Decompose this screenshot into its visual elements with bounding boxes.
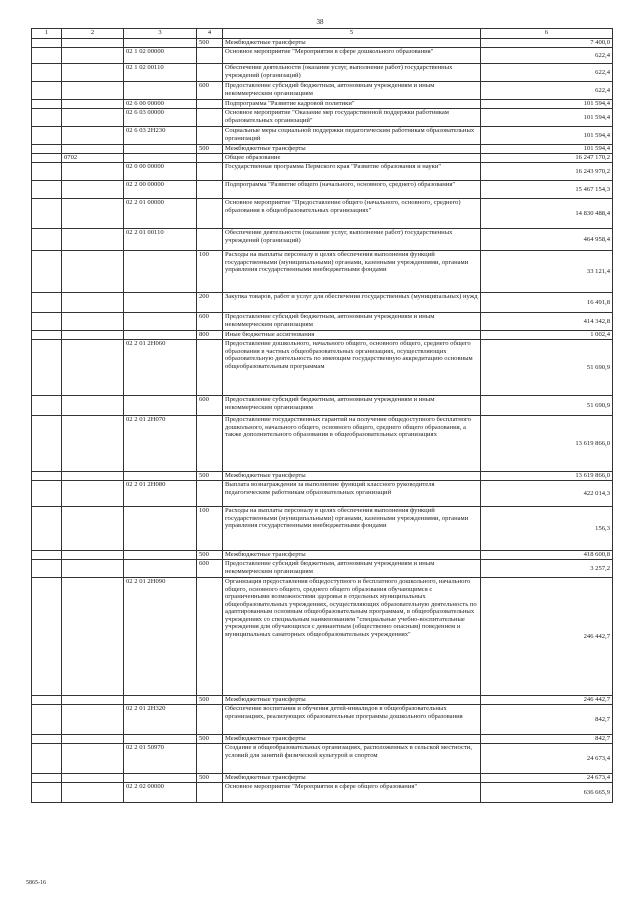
department-code [62,199,124,229]
department-code [62,64,124,82]
table-row [32,154,613,163]
amount-value: 414 342,8 [481,313,613,331]
table-row [32,251,613,293]
item-name: Создание в общеобразовательных организациях, расположенных в сельской местности, условий для занятий физической культурой и спортом [223,744,481,774]
target-article-code [124,154,197,163]
amount-value: 101 594,4 [481,100,613,109]
target-article-code [124,145,197,154]
amount-value: 842,7 [481,735,613,744]
target-article-code: 02 2 01 2Н060 [124,340,197,396]
department-code [62,251,124,293]
table-row [32,127,613,145]
item-name: Обеспечение воспитания и обучения детей-инвалидов в общеобразовательных организациях, реализующих образовательные программы дошкольного образования [223,705,481,735]
table-row [32,783,613,803]
target-article-code [124,735,197,744]
target-article-code [124,82,197,100]
expense-type-code [197,578,223,696]
expense-type-code [197,744,223,774]
item-name: Расходы на выплаты персоналу в целях обеспечения выполнения функций государственными (муниципальными) органами, казенными учреждениями, органами управления государственными внебюджетными фондами [223,507,481,551]
expense-type-code [197,199,223,229]
department-code [62,705,124,735]
item-name: Обеспечение деятельности (оказание услуг, выполнение работ) государственных учреждений (организаций) [223,64,481,82]
amount-value: 51 690,9 [481,340,613,396]
table-row [32,64,613,82]
item-name: Иные бюджетные ассигнования [223,331,481,340]
page-number: 38 [316,18,324,26]
row-col-1 [32,64,62,82]
row-col-1 [32,551,62,560]
expense-type-code: 500 [197,39,223,48]
expense-type-code [197,416,223,472]
target-article-code [124,507,197,551]
expense-type-code: 100 [197,507,223,551]
expense-type-code [197,154,223,163]
expense-type-code: 500 [197,774,223,783]
row-col-1 [32,127,62,145]
target-article-code: 02 6 03 00000 [124,109,197,127]
item-name: Социальные меры социальной поддержки педагогическим работникам образовательных организаций [223,127,481,145]
department-code [62,109,124,127]
item-name: Предоставление субсидий бюджетным, автономным учреждениям и иным некоммерческим организациям [223,313,481,331]
table-row [32,331,613,340]
item-name: Межбюджетные трансферты [223,774,481,783]
department-code [62,472,124,481]
item-name: Общее образование [223,154,481,163]
row-col-1 [32,39,62,48]
department-code [62,100,124,109]
row-col-1 [32,696,62,705]
row-col-1 [32,340,62,396]
row-col-1 [32,578,62,696]
expense-type-code [197,109,223,127]
table-row [32,145,613,154]
row-col-1 [32,705,62,735]
row-col-1 [32,100,62,109]
amount-value: 15 467 154,3 [481,181,613,199]
amount-value: 422 014,3 [481,481,613,507]
expense-type-code [197,163,223,181]
row-col-1 [32,145,62,154]
amount-value: 156,3 [481,507,613,551]
department-code [62,551,124,560]
department-code [62,127,124,145]
amount-value: 1 002,4 [481,331,613,340]
expense-type-code: 500 [197,696,223,705]
table-row [32,774,613,783]
amount-value: 622,4 [481,82,613,100]
row-col-1 [32,163,62,181]
item-name: Предоставление субсидий бюджетным, автономным учреждениям и иным некоммерческим организациям [223,396,481,416]
amount-value: 24 673,4 [481,774,613,783]
department-code [62,340,124,396]
target-article-code: 02 6 00 00000 [124,100,197,109]
row-col-1 [32,507,62,551]
expense-type-code: 600 [197,313,223,331]
target-article-code: 02 2 01 2Н070 [124,416,197,472]
row-col-1 [32,481,62,507]
row-col-1 [32,82,62,100]
expense-type-code: 800 [197,331,223,340]
amount-value: 101 594,4 [481,109,613,127]
target-article-code: 02 2 01 2Н080 [124,481,197,507]
expense-type-code: 500 [197,472,223,481]
department-code [62,783,124,803]
amount-value: 14 830 488,4 [481,199,613,229]
amount-value: 622,4 [481,48,613,64]
target-article-code: 02 0 00 00000 [124,163,197,181]
column-header: 4 [197,29,223,39]
amount-value: 636 665,9 [481,783,613,803]
item-name: Межбюджетные трансферты [223,472,481,481]
table-row [32,560,613,578]
department-code [62,735,124,744]
row-col-1 [32,293,62,313]
department-code [62,181,124,199]
row-col-1 [32,109,62,127]
department-code [62,313,124,331]
table-row [32,181,613,199]
expense-type-code [197,64,223,82]
amount-value: 51 690,9 [481,396,613,416]
item-name: Межбюджетные трансферты [223,696,481,705]
row-col-1 [32,251,62,293]
item-name: Основное мероприятие "Мероприятия в сфере дошкольного образования" [223,48,481,64]
department-code [62,229,124,251]
table-row [32,744,613,774]
expense-type-code [197,705,223,735]
expense-type-code [197,100,223,109]
table-row [32,39,613,48]
item-name: Основное мероприятие "Оказание мер государственной поддержки работникам образовательных организаций" [223,109,481,127]
department-code [62,293,124,313]
target-article-code: 02 2 01 00110 [124,229,197,251]
item-name: Подпрограмма "Развитие кадровой политики" [223,100,481,109]
expense-type-code [197,127,223,145]
table-row [32,48,613,64]
row-col-1 [32,396,62,416]
column-header: 2 [62,29,124,39]
table-row [32,229,613,251]
target-article-code [124,774,197,783]
row-col-1 [32,774,62,783]
row-col-1 [32,229,62,251]
row-col-1 [32,560,62,578]
table-row [32,163,613,181]
target-article-code: 02 2 02 00000 [124,783,197,803]
item-name: Предоставление государственных гарантий на получение общедоступного бесплатного дошкольного, начального общего, основного общего, среднего общего образования, а также дополнительного образования в общеобразовательных организациях [223,416,481,472]
target-article-code: 02 2 01 2Н090 [124,578,197,696]
budget-table [31,28,613,803]
row-col-1 [32,181,62,199]
expense-type-code [197,783,223,803]
amount-value: 842,7 [481,705,613,735]
table-row [32,100,613,109]
amount-value: 3 257,2 [481,560,613,578]
department-code [62,696,124,705]
expense-type-code: 500 [197,735,223,744]
amount-value: 24 673,4 [481,744,613,774]
department-code [62,163,124,181]
target-article-code: 02 2 01 50970 [124,744,197,774]
department-code [62,481,124,507]
target-article-code: 02 1 02 00110 [124,64,197,82]
item-name: Межбюджетные трансферты [223,145,481,154]
item-name: Организация предоставления общедоступного и бесплатного дошкольного, начального общего, основного общего, среднего общего образования обучающимся с ограниченными возможностями здоровья в отдельных муниципальных общеобразовательных учреждениях, осуществляющих образовательную деятельность по адаптированным основным общеобразовательным программам, в общеобразовательных учреждениях со специальным наименованием "специальные учебно-воспитательные учреждения для обучающихся с девиантным (общественно опасным) поведением и муниципальных санаторных общеобразовательных учреждениях" [223,578,481,696]
amount-value: 101 594,4 [481,127,613,145]
amount-value: 13 619 866,0 [481,416,613,472]
amount-value: 418 600,8 [481,551,613,560]
amount-value: 33 121,4 [481,251,613,293]
target-article-code [124,251,197,293]
table-body [32,39,613,803]
department-code [62,744,124,774]
column-header: 5 [223,29,481,39]
table-row [32,199,613,229]
expense-type-code [197,229,223,251]
item-name: Основное мероприятие "Мероприятия в сфере общего образования" [223,783,481,803]
table-row [32,705,613,735]
amount-value: 101 594,4 [481,145,613,154]
table-row [32,416,613,472]
table-row [32,735,613,744]
column-header: 1 [32,29,62,39]
expense-type-code: 600 [197,82,223,100]
table-row [32,507,613,551]
item-name: Межбюджетные трансферты [223,735,481,744]
amount-value: 246 442,7 [481,578,613,696]
item-name: Основное мероприятие "Предоставление общего (начального, основного, среднего) образования в общеобразовательных организациях" [223,199,481,229]
amount-value: 246 442,7 [481,696,613,705]
department-code [62,145,124,154]
expense-type-code [197,181,223,199]
department-code: 0702 [62,154,124,163]
department-code [62,48,124,64]
footer-code: 5865-16 [26,880,46,886]
item-name: Обеспечение деятельности (оказание услуг, выполнение работ) государственных учреждений (организаций) [223,229,481,251]
item-name: Предоставление субсидий бюджетным, автономным учреждениям и иным некоммерческим организациям [223,560,481,578]
table-row [32,313,613,331]
item-name: Межбюджетные трансферты [223,39,481,48]
table-row [32,82,613,100]
amount-value: 464 958,4 [481,229,613,251]
target-article-code: 02 2 01 00000 [124,199,197,229]
item-name: Выплата вознаграждения за выполнение функций классного руководителя педагогическим работникам образовательных организаций [223,481,481,507]
amount-value: 7 400,0 [481,39,613,48]
amount-value: 16 491,8 [481,293,613,313]
column-header: 3 [124,29,197,39]
department-code [62,331,124,340]
row-col-1 [32,416,62,472]
item-name: Подпрограмма "Развитие общего (начального, основного, среднего) образования" [223,181,481,199]
row-col-1 [32,472,62,481]
department-code [62,396,124,416]
target-article-code: 02 1 02 00000 [124,48,197,64]
table-row [32,551,613,560]
amount-value: 622,4 [481,64,613,82]
row-col-1 [32,783,62,803]
row-col-1 [32,313,62,331]
target-article-code [124,331,197,340]
target-article-code [124,696,197,705]
target-article-code: 02 6 03 2Н230 [124,127,197,145]
row-col-1 [32,331,62,340]
expense-type-code: 200 [197,293,223,313]
table-row [32,340,613,396]
table-row [32,472,613,481]
department-code [62,578,124,696]
item-name: Закупка товаров, работ и услуг для обеспечения государственных (муниципальных) нужд [223,293,481,313]
row-col-1 [32,199,62,229]
expense-type-code [197,481,223,507]
table-row [32,578,613,696]
row-col-1 [32,735,62,744]
department-code [62,507,124,551]
department-code [62,39,124,48]
table-row [32,109,613,127]
row-col-1 [32,48,62,64]
item-name: Предоставление субсидий бюджетным, автономным учреждениям и иным некоммерческим организациям [223,82,481,100]
target-article-code: 02 2 01 2Н320 [124,705,197,735]
department-code [62,774,124,783]
item-name: Предоставление дошкольного, начального общего, основного общего, среднего общего образования в частных общеобразовательных организациях, осуществляющих образовательную деятельность по имеющим государственную аккредитацию основным общеобразовательным программам [223,340,481,396]
table-row [32,481,613,507]
target-article-code [124,313,197,331]
column-header: 6 [481,29,613,39]
target-article-code [124,560,197,578]
amount-value: 16 247 170,2 [481,154,613,163]
target-article-code [124,293,197,313]
row-col-1 [32,154,62,163]
item-name: Государственная программа Пермского края "Развитие образования и науки" [223,163,481,181]
item-name: Межбюджетные трансферты [223,551,481,560]
expense-type-code: 500 [197,145,223,154]
target-article-code [124,472,197,481]
expense-type-code [197,340,223,396]
item-name: Расходы на выплаты персоналу в целях обеспечения выполнения функций государственными (муниципальными) органами, казенными учреждениями, органами управления государственными внебюджетными фондами [223,251,481,293]
department-code [62,416,124,472]
expense-type-code: 500 [197,551,223,560]
row-col-1 [32,744,62,774]
department-code [62,560,124,578]
table-row [32,293,613,313]
target-article-code [124,551,197,560]
department-code [62,82,124,100]
target-article-code [124,39,197,48]
table-row [32,396,613,416]
expense-type-code [197,48,223,64]
target-article-code [124,396,197,416]
expense-type-code: 600 [197,560,223,578]
header-row [32,29,613,39]
amount-value: 16 243 970,2 [481,163,613,181]
expense-type-code: 100 [197,251,223,293]
target-article-code: 02 2 00 00000 [124,181,197,199]
amount-value: 13 619 866,0 [481,472,613,481]
expense-type-code: 600 [197,396,223,416]
table-row [32,696,613,705]
